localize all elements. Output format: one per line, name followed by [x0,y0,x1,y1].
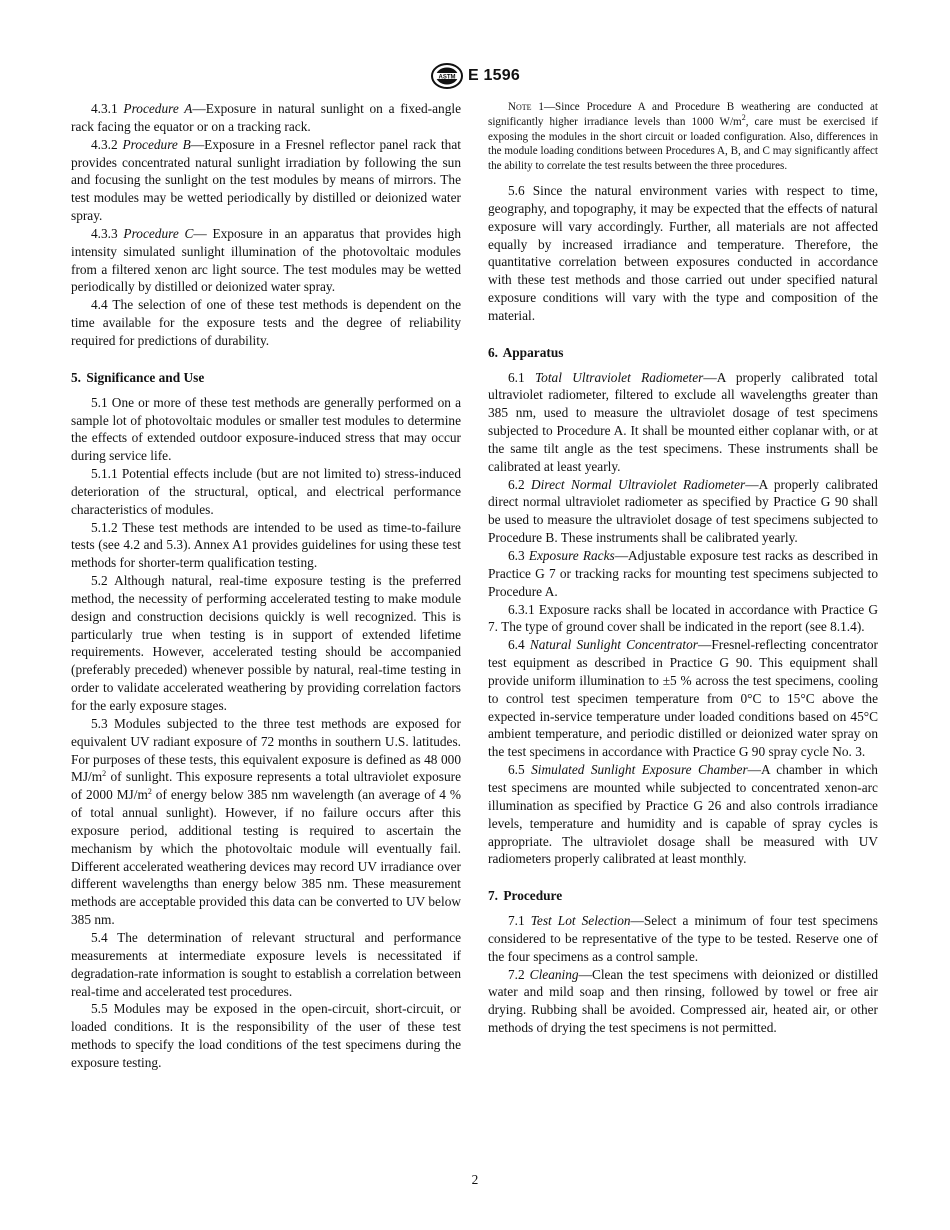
paragraph-4-3-1: 4.3.1 Procedure A—Exposure in natural sunlight on a fixed-angle rack facing the equator or on a tracking rack. [71,101,461,134]
document-number: E 1596 [468,67,520,84]
svg-text:ASTM: ASTM [438,74,456,81]
paragraph-5-3: 5.3 Modules subjected to the three test methods are exposed for equivalent UV radiant exposure of 72 months in southern U.S. latitudes. For purposes of these tests, this equivalent exposure is defined as 48 000 $MJ/m^2$ of sunlight. This exposure represents a total ultraviolet exposure of 2000 $MJ/m^2$ of energy below 385 nm wavelength (an average of 4 % of total annual sunlight). However, if no failure occurs after this exposure period, additional testing is required to ascertain the mechanism by which the photovoltaic module will eventually fail. Different accelerated weathering devices may record UV irradiance over different wavelengths than energy below 385 nm. These measurement methods are acceptable provided this data can be converted to UV below 385 nm. [71,715,461,928]
paragraph-6-2: 6.2 Direct Normal Ultraviolet Radiometer—A properly calibrated direct normal ultraviolet radiometer as specified by Practice G 90 shall be used to measure the ultraviolet dosage of test specimens subjected to Procedure B. These instruments shall be calibrated yearly. [488,476,878,546]
page-number: 2 [471,1172,479,1187]
right-column [488,100,878,1037]
paragraph-5-4: 5.4 The determination of relevant structural and performance measurements at intermediate exposure levels is necessitated if degradation-rate information is sought to establish a correlation between real-time and accelerated test procedures. [71,929,461,999]
paragraph-5-5: 5.5 Modules may be exposed in the open-circuit, short-circuit, or loaded conditions. It is the responsibility of the user of these test methods to specify the load conditions of the test specimens during the exposure testing. [71,1001,461,1070]
paragraph-6-4: 6.4 Natural Sunlight Concentrator—Fresnel-reflecting concentrator test equipment as described in Practice G 90. This equipment shall provide uniform illumination to ±5 % across the test specimens, cooling to control test specimen temperature from 0°C to 15°C above the expected in-service temperature under loaded conditions based on 45°C ambient temperature, and periodic distilled or deionized water spray on the test specimens in accordance with Practice G 90 spray cycle No. 3. [488,637,878,760]
paragraph-5-1-2: 5.1.2 These test methods are intended to be used as time-to-failure tests (see 4.2 and 5.3). Annex A1 provides guidelines for using these test methods for shorter-term qualification testing. [71,519,461,571]
paragraph-6-3-1: 6.3.1 Exposure racks shall be located in accordance with Practice G 7. The type of ground cover shall be indicated in the report (see 8.1.4). [488,601,878,635]
left-column [71,100,461,1072]
paragraph-5-1-1: 5.1.1 Potential effects include (but are not limited to) stress-induced deterioration of the structural, optical, and electrical performance characteristics of modules. [71,466,461,517]
paragraph-5-2: 5.2 Although natural, real-time exposure testing is the preferred method, the necessity of performing accelerated testing to make module design and construction decisions quickly is well recognized. This is particularly true when testing is in support of extended lifetime requirements. However, accelerated testing should be accompanied (preferably preceded) whenever possible by natural, real-time testing in order to validate accelerated weathering by providing correlation factors for the early exposure stages. [71,573,461,713]
section-6-heading: 6. Apparatus [488,344,564,360]
paragraph-5-1: 5.1 One or more of these test methods are generally performed on a sample lot of photovoltaic modules or smaller test modules to determine the effects of extended outdoor exposure-induced stress that may occur during service life. [71,394,461,464]
paragraph-6-3: 6.3 Exposure Racks—Adjustable exposure test racks as described in Practice G 7 or tracking racks for mounting test specimens subjected to Procedure A. [488,548,878,599]
paragraph-4-3-2: 4.3.2 Procedure B—Exposure in a Fresnel reflector panel rack that provides concentrated natural sunlight irradiation by following the sun and focusing the sunlight on the test modules by means of mirrors. The test modules may be wetted periodically by distilled or deionized water spray. [71,136,461,224]
note-1: Note 1—Since Procedure A and Procedure B weathering are conducted at significantly higher irradiance levels than 1000 $W/m^2$, care must be exercised if exposing the modules in the short circuit or loaded configuration. Also, differences in the module loading conditions between Procedures A, B, and C may significantly affect the ability to correlate the test results between the three procedures. [488,101,878,173]
paragraph-6-1: 6.1 Total Ultraviolet Radiometer—A properly calibrated total ultraviolet radiometer, filtered to exclude all wavelengths greater than 385 nm, used to measure the ultraviolet dosage of test specimens subjected to Procedure A. It shall be mounted either coplanar with, or at the same tilt angle as the test specimens. These instruments shall be calibrated at least yearly. [488,369,878,474]
paragraph-7-1: 7.1 Test Lot Selection—Select a minimum of four test specimens considered to be representative of the type to be tested. Reserve one of the four specimens as a control sample. [488,913,878,964]
astm-logo-icon [430,62,464,90]
section-7-heading: 7. Procedure [488,888,563,904]
paragraph-4-3-3: 4.3.3 Procedure C— Exposure in an apparatus that provides high intensity simulated sunlight illumination of the photovoltaic modules from a filtered xenon arc light source. The test modules may be wetted periodically by distilled or deionized water spray. [71,225,461,295]
section-5-heading: 5. Significance and Use [71,369,205,385]
paragraph-6-5: 6.5 Simulated Sunlight Exposure Chamber—A chamber in which test specimens are mounted while subjected to concentrated xenon-arc illumination as specified by Practice G 26 and also controls irradiance levels, temperature and humidity and is capable of spray cycles is appropriate. The ultraviolet dosage shall be measured with UV radiometers properly calibrated at least monthly. [488,762,878,867]
paragraph-4-4: 4.4 The selection of one of these test methods is dependent on the time available for the exposure tests and the degree of reliability required for predictions of durability. [71,297,461,348]
paragraph-5-6: 5.6 Since the natural environment varies with respect to time, geography, and topography, it may be expected that the effects of natural exposure will vary accordingly. Further, all materials are not affected equally by increased irradiance and temperature. Therefore, the quantitative correlation between exposures conducted in accordance with these test methods and those carried out under specified natural exposure conditions will vary with the type and composition of the material. [488,182,878,323]
page-header [0,60,950,92]
paragraph-7-2: 7.2 Cleaning—Clean the test specimens with deionized or distilled water and mild soap and then rinsing, followed by towel or free air drying. Rubbing shall be avoided. Compressed air, heated air, or other methods of drying the test specimens is not permitted. [488,966,878,1036]
